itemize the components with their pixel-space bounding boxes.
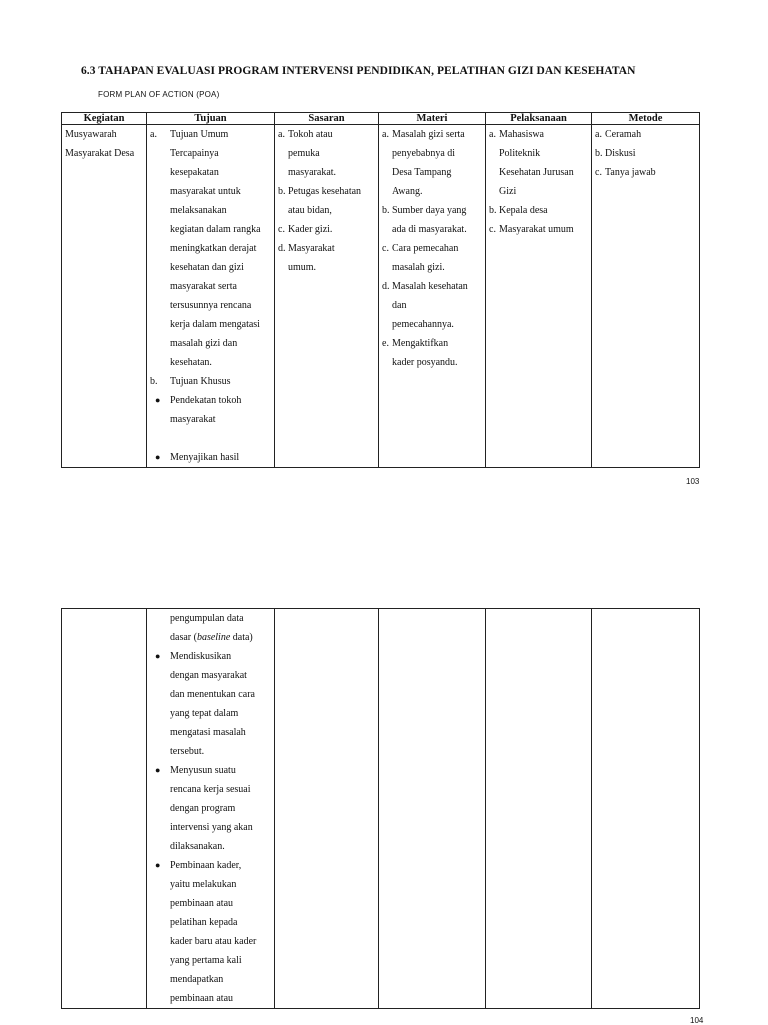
list-marker: c.: [278, 224, 285, 235]
bullet-line: tersebut.: [170, 746, 205, 757]
item-line: Awang.: [392, 186, 423, 197]
bullet-dot-icon: ●: [155, 651, 161, 661]
tujuan-line: kesehatan dan gizi: [170, 262, 244, 273]
table-row: [62, 125, 700, 468]
list-item: [275, 182, 378, 220]
item-line: Kepala desa: [499, 205, 548, 216]
bullet-line: Mendiskusikan: [170, 651, 232, 662]
kegiatan-line: Masyarakat Desa: [65, 148, 135, 159]
list-item: [275, 125, 378, 182]
list-marker: a.: [382, 129, 389, 140]
table-header-row: [62, 113, 700, 125]
tujuan-line: kesepakatan: [170, 167, 219, 178]
item-line: pemuka: [288, 148, 320, 159]
pelaksanaan-list: [486, 125, 591, 239]
bullet-line: [170, 628, 274, 647]
list-item: [486, 201, 591, 220]
document-subtitle: FORM PLAN OF ACTION (POA): [98, 90, 220, 99]
cell-tujuan: [147, 609, 275, 1009]
item-line: masalah gizi.: [392, 262, 445, 273]
poa-table-page-1: [61, 112, 700, 468]
page-number: 104: [690, 1016, 704, 1025]
item-line: Mahasiswa: [499, 129, 544, 140]
list-marker: b.: [382, 205, 390, 216]
tujuan-umum-label: Tujuan Umum: [170, 129, 229, 140]
list-item: [592, 125, 699, 144]
item-line: Diskusi: [605, 148, 636, 159]
bullet-line: Menyusun suatu: [170, 765, 236, 776]
bullet-line: dilaksanakan.: [170, 841, 225, 852]
item-line: Masyarakat umum: [499, 224, 574, 235]
text-span: data): [230, 632, 253, 643]
bullet-line: yaitu melakukan: [170, 879, 237, 890]
item-line: Cara pemecahan: [392, 243, 459, 254]
bullet-line: intervensi yang akan: [170, 822, 253, 833]
sasaran-list: [275, 125, 378, 277]
tujuan-umum: [147, 125, 274, 372]
list-marker: b.: [278, 186, 286, 197]
cell-materi: [379, 609, 486, 1009]
list-item: [147, 856, 274, 1008]
item-line: Sumber daya yang: [392, 205, 467, 216]
metode-list: [592, 125, 699, 182]
kegiatan-line: Musyawarah: [65, 129, 117, 140]
list-item: [147, 647, 274, 761]
item-line: Ceramah: [605, 129, 642, 140]
tujuan-line: masalah gizi dan: [170, 338, 238, 349]
list-marker: c.: [489, 224, 496, 235]
cell-kegiatan: [62, 609, 147, 1009]
bullet-line: mendapatkan: [170, 974, 224, 985]
tujuan-khusus-list-continued: [147, 609, 274, 1008]
header-tujuan: Tujuan: [147, 113, 275, 125]
tujuan-khusus-list: [147, 391, 274, 467]
italic-term: baseline: [196, 632, 231, 643]
item-line: Desa Tampang: [392, 167, 452, 178]
page-number: 103: [686, 477, 700, 486]
list-item: [379, 201, 485, 239]
tujuan-khusus-label: Tujuan Khusus: [170, 376, 231, 387]
item-line: Masalah gizi serta: [392, 129, 465, 140]
text-span: dasar (: [170, 632, 197, 643]
list-item: [592, 144, 699, 163]
list-marker: a.: [150, 129, 157, 140]
cell-materi: [379, 125, 486, 468]
item-line: Politeknik: [499, 148, 541, 159]
bullet-line: Menyajikan hasil: [170, 452, 240, 463]
bullet-dot-icon: ●: [155, 395, 161, 405]
list-marker: c.: [595, 167, 602, 178]
list-item: [379, 239, 485, 277]
item-line: kader posyandu.: [392, 357, 458, 368]
list-marker: d.: [278, 243, 286, 254]
table-row: [62, 609, 700, 1009]
item-line: Masalah kesehatan: [392, 281, 468, 292]
list-marker: d.: [382, 281, 390, 292]
item-line: Mengaktifkan: [392, 338, 449, 349]
item-line: Tanya jawab: [605, 167, 656, 178]
bullet-line: Pendekatan tokoh: [170, 395, 242, 406]
bullet-line: pelatihan kepada: [170, 917, 238, 928]
spacer: [147, 429, 274, 448]
tujuan-line: tersusunnya rencana: [170, 300, 252, 311]
item-line: Gizi: [499, 186, 517, 197]
bullet-line: Pembinaan kader,: [170, 860, 242, 871]
cell-tujuan: [147, 125, 275, 468]
item-line: atau bidan,: [288, 205, 332, 216]
list-item: [486, 125, 591, 201]
tujuan-line: melaksanakan: [170, 205, 227, 216]
bullet-line: rencana kerja sesuai: [170, 784, 251, 795]
cell-sasaran: [275, 609, 379, 1009]
bullet-line: dengan program: [170, 803, 236, 814]
list-item: [147, 391, 274, 429]
cell-sasaran: [275, 125, 379, 468]
item-line: Kesehatan Jurusan: [499, 167, 574, 178]
list-item: [379, 334, 485, 372]
cell-metode: [592, 125, 700, 468]
bullet-line: pembinaan atau: [170, 898, 234, 909]
cell-pelaksanaan: [486, 609, 592, 1009]
item-line: dan: [392, 300, 407, 311]
bullet-line: mengatasi masalah: [170, 727, 246, 738]
bullet-line: dengan masyarakat: [170, 670, 247, 681]
tujuan-line: kerja dalam mengatasi: [170, 319, 260, 330]
bullet-line: pembinaan atau: [170, 993, 234, 1004]
list-marker: b.: [595, 148, 603, 159]
list-marker: a.: [278, 129, 285, 140]
tujuan-line: Tercapainya: [170, 148, 219, 159]
item-line: Kader gizi.: [288, 224, 333, 235]
list-item: [379, 125, 485, 201]
list-item: [147, 448, 274, 467]
bullet-line: masyarakat: [170, 414, 216, 425]
bullet-line: pengumpulan data: [170, 613, 244, 624]
list-item-continued: [147, 609, 274, 647]
header-metode: Metode: [592, 113, 700, 125]
materi-list: [379, 125, 485, 372]
item-line: umum.: [288, 262, 317, 273]
item-line: Petugas kesehatan: [288, 186, 362, 197]
item-line: ada di masyarakat.: [392, 224, 467, 235]
list-item: [486, 220, 591, 239]
header-kegiatan: Kegiatan: [62, 113, 147, 125]
list-item: [379, 277, 485, 334]
list-marker: c.: [382, 243, 389, 254]
bullet-line: kader baru atau kader: [170, 936, 257, 947]
item-line: Masyarakat: [288, 243, 335, 254]
tujuan-line: meningkatkan derajat: [170, 243, 257, 254]
item-line: pemecahannya.: [392, 319, 454, 330]
list-marker: a.: [489, 129, 496, 140]
tujuan-line: masyarakat serta: [170, 281, 237, 292]
bullet-dot-icon: ●: [155, 765, 161, 775]
list-marker: a.: [595, 129, 602, 140]
list-item: [147, 761, 274, 856]
tujuan-khusus: [147, 372, 274, 391]
list-item: [592, 163, 699, 182]
bullet-line: yang pertama kali: [170, 955, 242, 966]
cell-pelaksanaan: [486, 125, 592, 468]
tujuan-line: kesehatan.: [170, 357, 212, 368]
list-item: [275, 239, 378, 277]
item-line: Tokoh atau: [288, 129, 333, 140]
header-materi: Materi: [379, 113, 486, 125]
document-title: 6.3 TAHAPAN EVALUASI PROGRAM INTERVENSI PENDIDIKAN, PELATIHAN GIZI DAN KESEHATAN: [81, 65, 636, 77]
header-sasaran: Sasaran: [275, 113, 379, 125]
cell-kegiatan: [62, 125, 147, 468]
header-pelaksanaan: Pelaksanaan: [486, 113, 592, 125]
list-marker: b.: [150, 376, 158, 387]
list-marker: b.: [489, 205, 497, 216]
tujuan-line: kegiatan dalam rangka: [170, 224, 261, 235]
poa-table-page-2: [61, 608, 700, 1009]
bullet-dot-icon: ●: [155, 452, 161, 462]
list-marker: e.: [382, 338, 389, 349]
bullet-line: dan menentukan cara: [170, 689, 255, 700]
item-line: masyarakat.: [288, 167, 337, 178]
tujuan-line: masyarakat untuk: [170, 186, 241, 197]
list-item: [275, 220, 378, 239]
cell-metode: [592, 609, 700, 1009]
item-line: penyebabnya di: [392, 148, 456, 159]
bullet-dot-icon: ●: [155, 860, 161, 870]
bullet-line: yang tepat dalam: [170, 708, 239, 719]
